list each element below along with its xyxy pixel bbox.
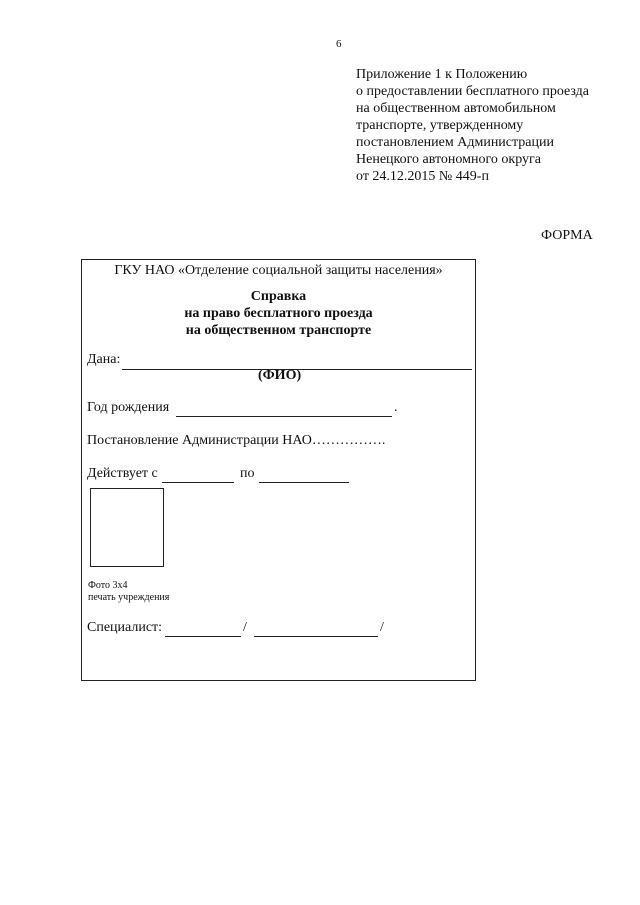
separator-slash: / [243,620,247,635]
specialist-signature-line[interactable] [165,635,241,637]
appendix-line: от 24.12.2015 № 449-п [356,169,489,184]
form-label: ФОРМА [541,228,593,243]
appendix-line: постановлением Администрации [356,135,554,150]
title-line: Справка [250,289,307,304]
separator-slash-end: / [380,620,384,635]
photo-caption [88,580,169,604]
certificate-form [81,259,476,681]
specialist-row [87,620,162,636]
decree-label: Постановление Администрации НАО……………. [87,433,386,448]
appendix-line: на общественном автомобильном [356,101,556,116]
title-line: на право бесплатного проезда [184,306,373,321]
fio-label: (ФИО) [258,368,302,383]
valid-to-line[interactable] [259,481,349,483]
photo-placeholder [90,488,164,567]
organization-name: ГКУ НАО «Отделение социальной защиты населения» [114,263,443,278]
appendix-note [356,66,589,185]
appendix-line: Приложение 1 к Положению [356,67,528,82]
photo-caption-line: Фото 3х4 [88,580,128,591]
birth-year-line[interactable] [176,415,392,417]
issued-to-label: Дана: [87,352,121,367]
birth-year-end: . [394,400,398,415]
appendix-line: о предоставлении бесплатного проезда [356,84,590,99]
specialist-label: Специалист: [87,620,163,635]
issued-to-row [87,352,120,368]
title-line: на общественном транспорте [185,323,372,338]
valid-to-label: по [240,466,255,481]
photo-caption-line: печать учреждения [88,592,170,603]
appendix-line: Ненецкого автономного округа [356,152,541,167]
valid-row [87,466,158,482]
certificate-title [82,288,475,339]
specialist-name-line[interactable] [254,635,378,637]
appendix-line: транспорте, утвержденному [356,118,524,133]
birth-year-row [87,400,169,416]
valid-from-label: Действует с [87,466,158,481]
valid-from-line[interactable] [162,481,234,483]
page-number: 6 [336,38,342,50]
birth-year-label: Год рождения [87,400,170,415]
